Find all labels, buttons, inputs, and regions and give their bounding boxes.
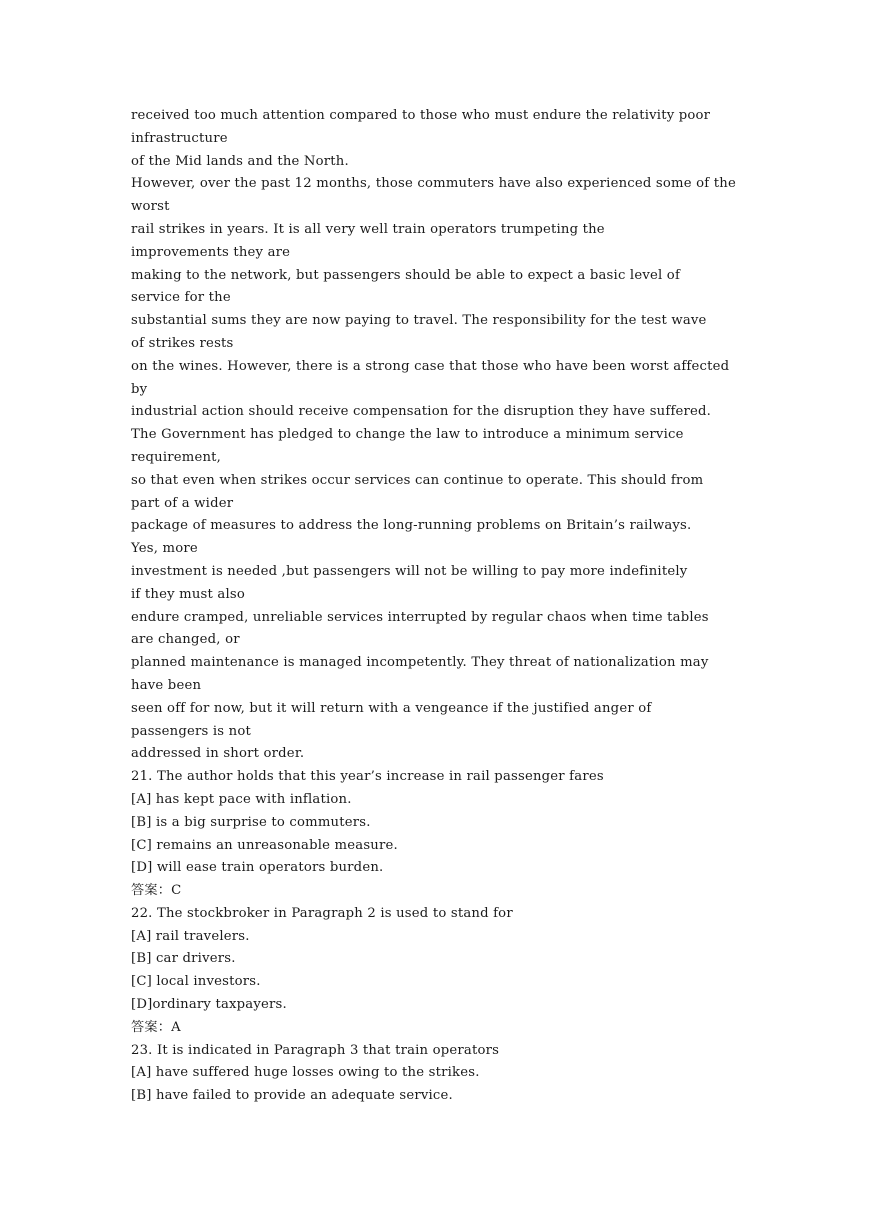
question-22-stem: 22. The stockbroker in Paragraph 2 is used to stand for (131, 905, 513, 921)
question-23-option-a: [A] have suffered huge losses owing to the strikes. (131, 1065, 480, 1081)
text-line: are changed, or (131, 632, 240, 648)
text-line: on the wines. However, there is a strong case that those who have been worst affected (131, 358, 730, 374)
question-21-option-d: [D] will ease train operators burden. (131, 860, 384, 876)
text-line: of strikes rests (131, 335, 234, 351)
text-line: infrastructure (131, 130, 228, 146)
question-21-stem: 21. The author holds that this year’s increase in rail passenger fares (131, 769, 604, 785)
text-line: However, over the past 12 months, those commuters have also experienced some of the (131, 176, 736, 192)
text-line: improvements they are (131, 244, 291, 260)
text-line: part of a wider (131, 495, 234, 511)
text-line: have been (131, 677, 202, 693)
question-21-option-a: [A] has kept pace with inflation. (131, 791, 352, 807)
question-22-option-b: [B] car drivers. (131, 951, 236, 967)
text-line: investment is needed ,but passengers will not be willing to pay more indefinitely (131, 563, 688, 579)
text-line: substantial sums they are now paying to travel. The responsibility for the test wave (131, 313, 707, 329)
text-line: passengers is not (131, 723, 251, 739)
text-line: making to the network, but passengers should be able to expect a basic level of (131, 267, 681, 283)
text-line: of the Mid lands and the North. (131, 153, 349, 169)
text-line: rail strikes in years. It is all very well train operators trumpeting the (131, 221, 605, 237)
text-line: worst (131, 199, 170, 215)
text-line: Yes, more (131, 541, 198, 557)
text-line: requirement, (131, 449, 222, 465)
question-23-option-b: [B] have failed to provide an adequate service. (131, 1088, 453, 1104)
text-line: by (131, 381, 148, 397)
text-line: service for the (131, 290, 231, 306)
text-line: received too much attention compared to those who must endure the relativity poor (131, 108, 711, 123)
text-line: industrial action should receive compensation for the disruption they have suffered. (131, 404, 712, 420)
text-line: The Government has pledged to change the law to introduce a minimum service (131, 427, 684, 443)
question-22-option-c: [C] local investors. (131, 974, 261, 990)
text-line: if they must also (131, 586, 245, 602)
text-line: seen off for now, but it will return with a vengeance if the justified anger of (131, 700, 652, 716)
question-23-stem: 23. It is indicated in Paragraph 3 that train operators (131, 1042, 500, 1058)
text-line: planned maintenance is managed incompetently. They threat of nationalization may (131, 655, 709, 671)
question-21-option-c: [C] remains an unreasonable measure. (131, 837, 398, 853)
question-21-answer: 答案：C (131, 883, 182, 899)
text-line: so that even when strikes occur services can continue to operate. This should from (131, 472, 704, 488)
document-page (131, 105, 741, 1108)
question-22-option-d: [D]ordinary taxpayers. (131, 997, 287, 1013)
text-line: endure cramped, unreliable services interrupted by regular chaos when time tables (131, 609, 709, 625)
question-22-answer: 答案：A (131, 1019, 181, 1035)
question-21-option-b: [B] is a big surprise to commuters. (131, 814, 371, 830)
question-22-option-a: [A] rail travelers. (131, 928, 250, 944)
text-line: addressed in short order. (131, 746, 305, 762)
text-line: package of measures to address the long-running problems on Britain’s railways. (131, 518, 692, 534)
